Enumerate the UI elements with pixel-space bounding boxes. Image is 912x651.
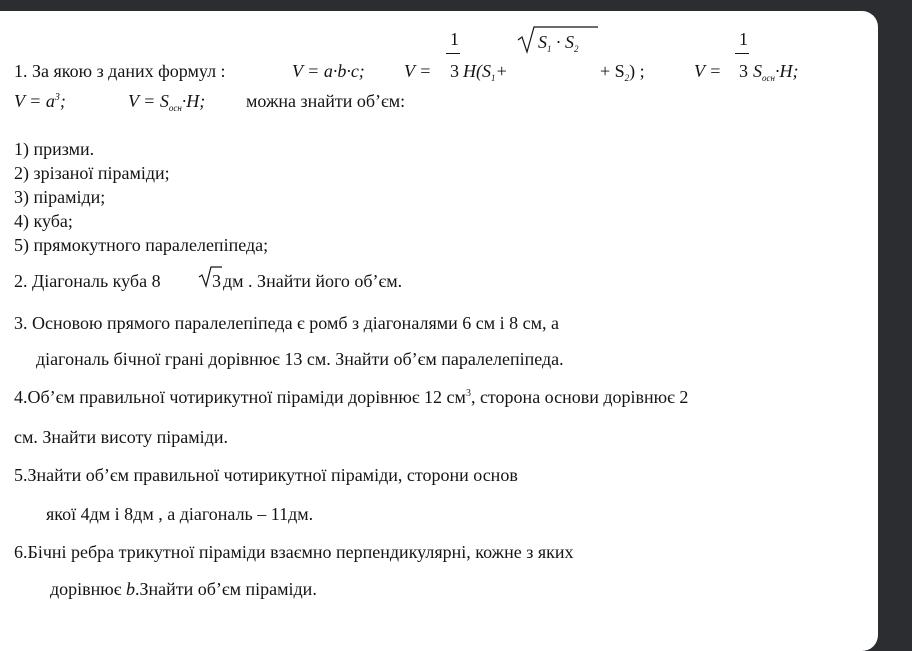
option-1: 1) призми. [14,139,95,159]
q3-line-1: 3. Основою прямого паралелепіпеда є ромб з діагоналями 6 см і 8 см, а [14,313,560,333]
q1-formula-2-prefix: V = [404,61,432,81]
q1-formula-2-mid: $H(S_1+$ [463,61,508,83]
q1-formula-2-frac-num: 1 [450,29,459,49]
q1-formula-3-frac-den: 3 [739,61,748,81]
q1-formula-3-frac-line [735,53,749,54]
q6-line-2: дорівнює b.Знайти об’єм піраміди. [50,579,317,599]
q1-formula-3-frac-num: 1 [739,29,748,49]
q1-formula-2-frac-line [446,53,460,54]
option-3: 3) піраміди; [14,187,106,207]
q1-formula-5: $V = S_{осн}\cdot H$; [128,91,206,113]
option-5: 5) прямокутного паралелепіпеда; [14,235,269,255]
q2-radicand: 3 [212,271,221,291]
q5-line-2: якої 4дм і 8дм , а діагональ – 11дм. [46,504,314,524]
q2-after: дм . Знайти його об’єм. [223,271,403,291]
q5-line-1: 5.Знайти об’єм правильної чотирикутної піраміди, сторони основ [14,465,518,485]
q4-line-1: 4.Об’єм правильної чотирикутної піраміди дорівнює 12 $см^3$, сторона основи дорівнює 2 [14,387,689,407]
q1-formula-2-radicand: $S_1 \cdot S_2$ [538,32,579,54]
q3-line-2: діагональ бічної грані дорівнює 13 см. Знайти об’єм паралелепіпеда. [36,349,564,369]
q1-intro: 1. За якою з даних формул : [14,61,226,81]
q6-line-1: 6.Бічні ребра трикутної піраміди взаємно перпендикулярні, кожне з яких [14,542,574,562]
q4-line-2: см. Знайти висоту піраміди. [14,427,228,447]
q2-before: 2. Діагональ куба 8 [14,271,161,291]
q1-tail: можна знайти об’єм: [246,91,406,111]
option-2: 2) зрізаної піраміди; [14,163,170,183]
q1-formula-1: V = a·b·c; [292,61,365,81]
q1-formula-4: $V = a^3$; [14,91,66,111]
q1-formula-3-body: $S_{осн}\cdot H$; [753,61,799,83]
q1-formula-2-frac-den: 3 [450,61,459,81]
q1-formula-2-end: + $S_2$) ; [600,61,645,83]
q1-formula-3-prefix: V = [694,61,722,81]
option-4: 4) куба; [14,211,73,231]
